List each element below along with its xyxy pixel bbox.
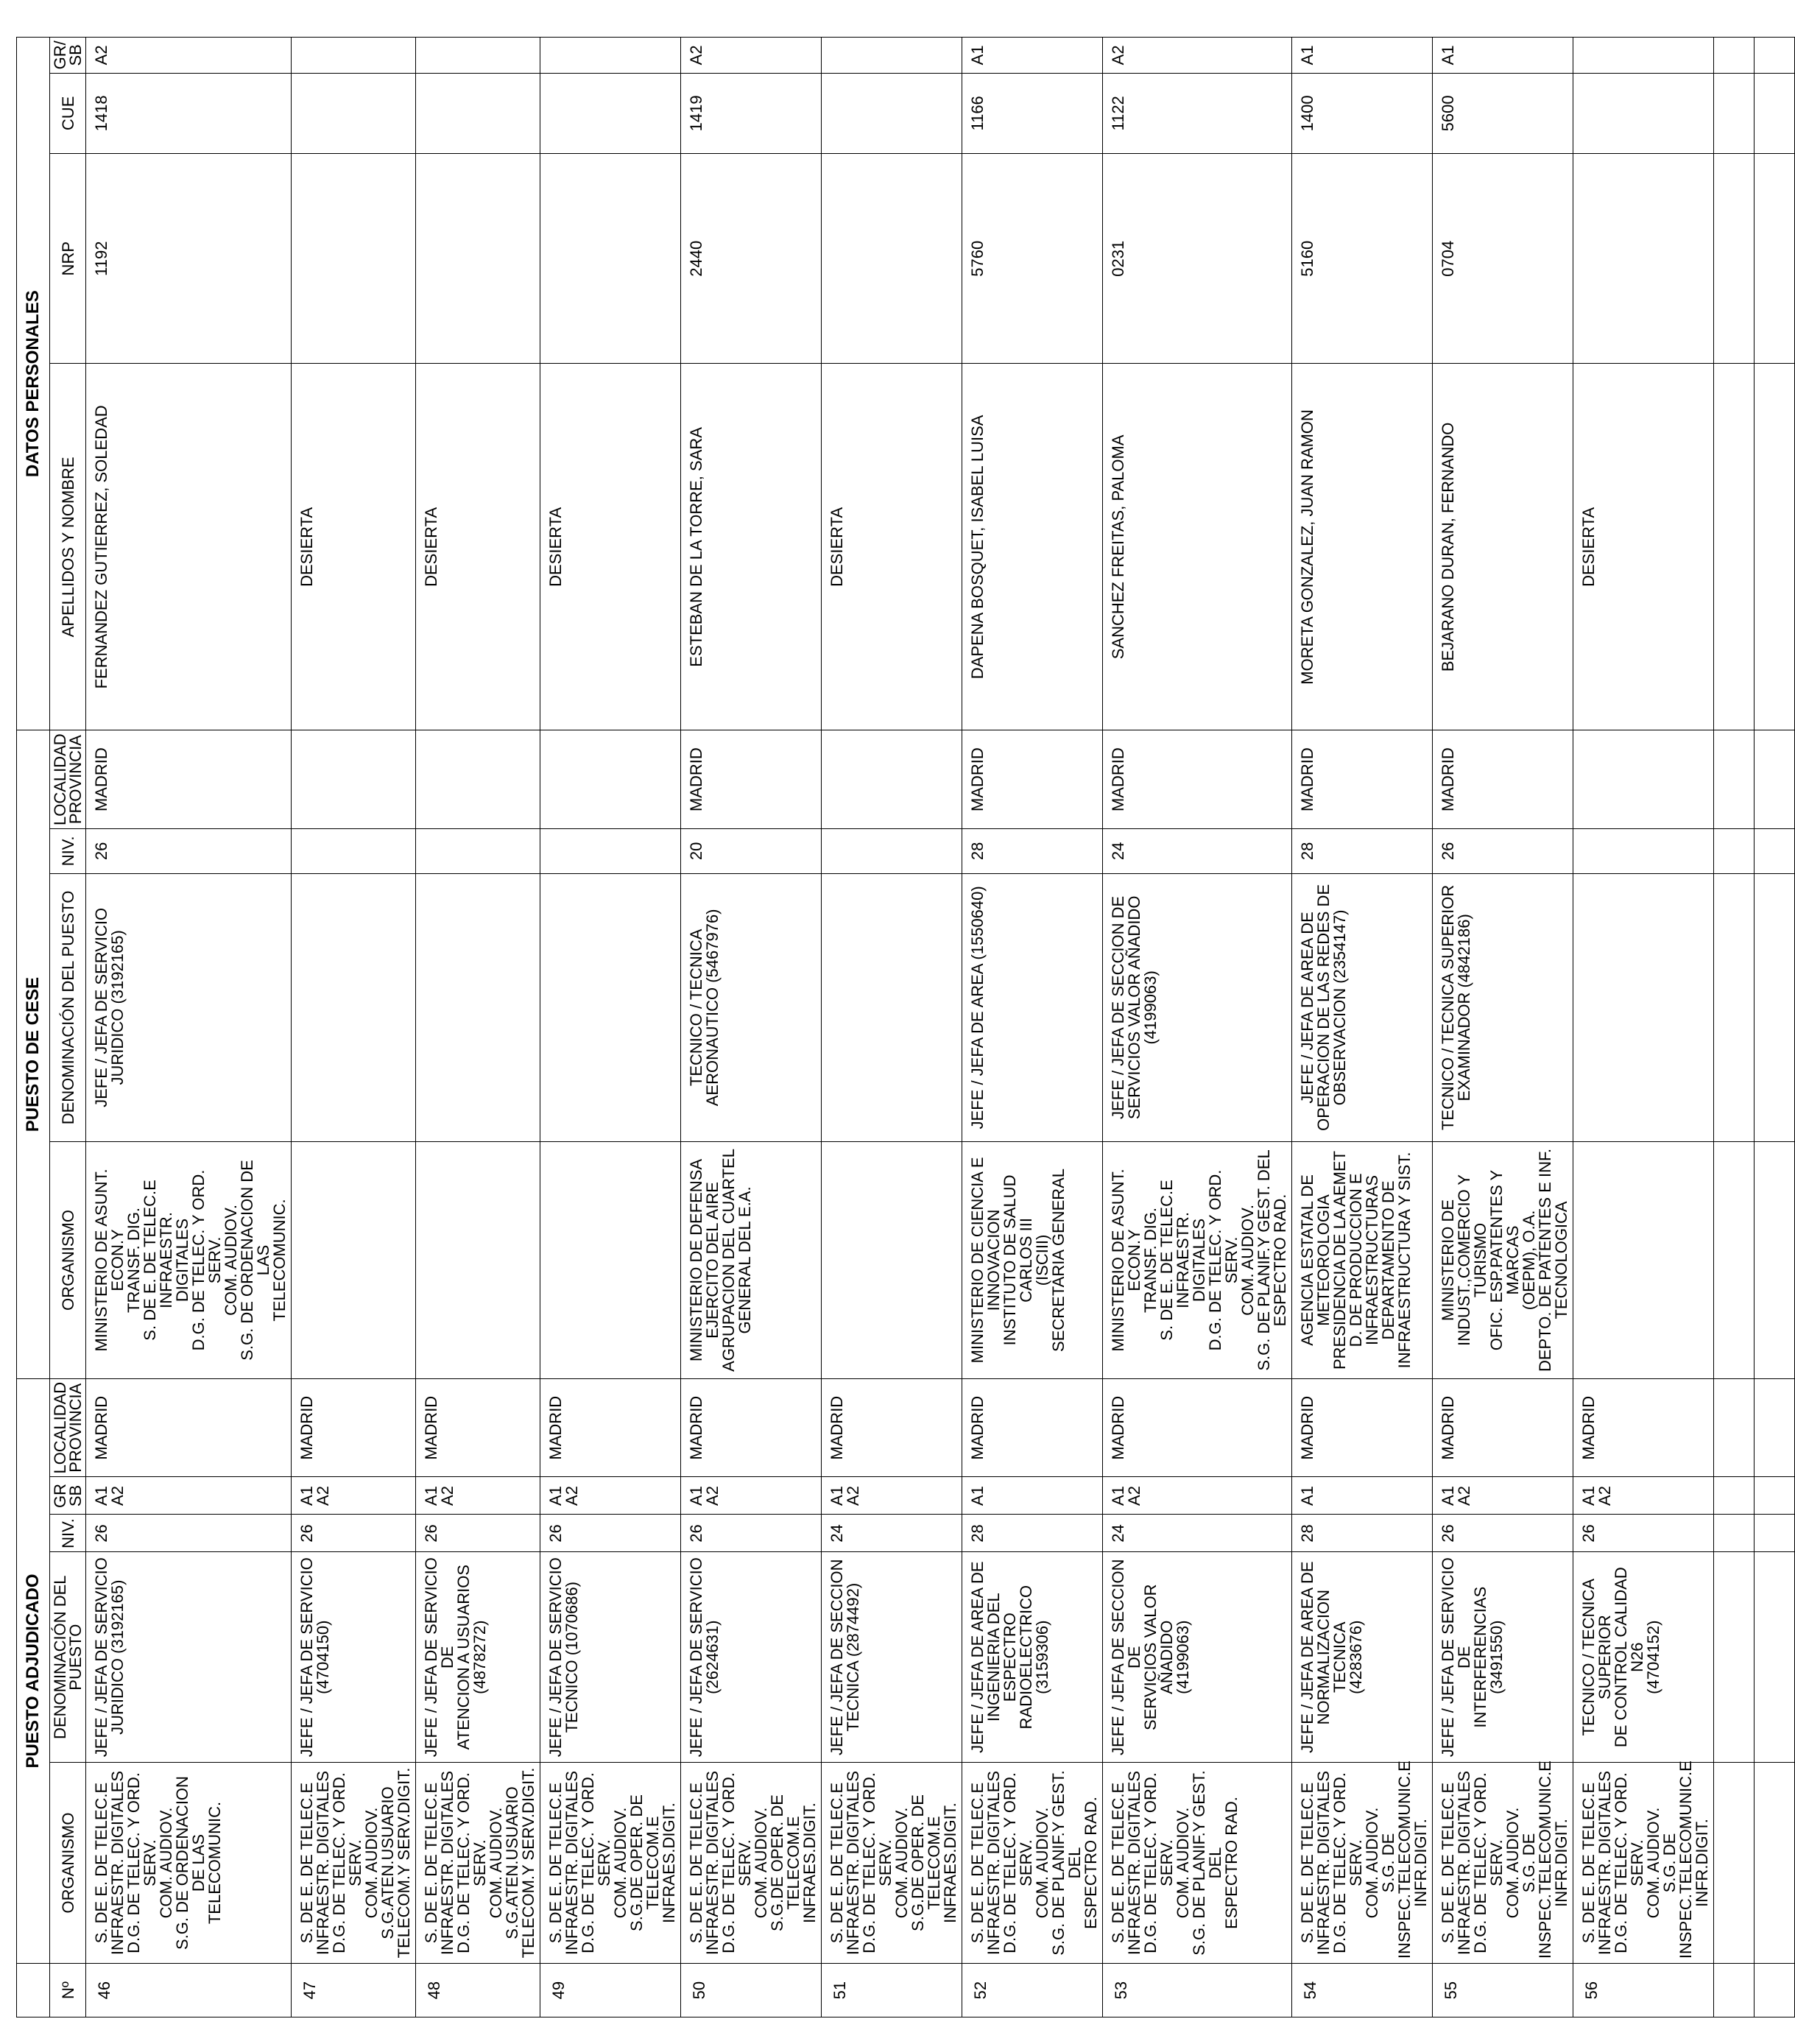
- cese-denominacion: JEFE / JEFA DE AREA (1550640): [962, 873, 1103, 1141]
- apellidos-nombre: MORETA GONZALEZ, JUAN RAMON: [1292, 364, 1433, 730]
- adjudicado-denominacion: JEFE / JEFA DE AREA DE NORMALIZACION TECNICA (4283676): [1292, 1552, 1433, 1762]
- nrp: 5160: [1292, 154, 1433, 364]
- table-row: [86, 38, 292, 2017]
- cese-nivel: 20: [681, 828, 822, 873]
- adjudicado-organismo: S. DE E. DE TELEC.E INFRAESTR. DIGITALES D.G. DE TELEC. Y ORD. SERV. COM. AUDIOV. S.G. DE ORDENACION DE LAS TELECOMUNIC.: [86, 1762, 292, 1963]
- adjudicado-localidad: MADRID: [1103, 1378, 1292, 1477]
- adjudicado-grupo: A1 A2: [822, 1477, 962, 1515]
- table-row: [540, 38, 681, 2017]
- grupo-personal: A1: [962, 38, 1103, 74]
- adjudicado-localidad: MADRID: [822, 1378, 962, 1477]
- column-header-row: [50, 38, 86, 2017]
- row-number: 49: [540, 1964, 681, 2017]
- adjudicado-denominacion: JEFE / JEFA DE SERVICIO DE ATENCION A USUARIOS (4878272): [416, 1552, 540, 1762]
- empty-cell: [1755, 1762, 1795, 1963]
- adjudicado-nivel: 24: [822, 1515, 962, 1552]
- row-number: 56: [1573, 1964, 1714, 2017]
- cese-denominacion: JEFE / JEFA DE AREA DE OPERACION DE LAS REDES DE OBSERVACION (2354147): [1292, 873, 1433, 1141]
- cese-organismo: MINISTERIO DE ASUNT. ECON.Y TRANSF. DIG. S. DE E. DE TELEC.E INFRAESTR. DIGITALES D.G. DE TELEC. Y ORD. SERV. COM. AUDIOV. S.G. DE PLANIF.Y GEST. DEL ESPECTRO RAD.: [1103, 1142, 1292, 1379]
- grupo-personal: [540, 38, 681, 74]
- col-header-niv: NIV.: [50, 1515, 86, 1552]
- empty-row: [1755, 38, 1795, 2017]
- empty-cell: [1755, 828, 1795, 873]
- nrp: 2440: [681, 154, 822, 364]
- empty-cell: [1755, 1515, 1795, 1552]
- cese-denominacion: [416, 873, 540, 1141]
- cese-organismo: MINISTERIO DE CIENCIA E INNOVACION INSTITUTO DE SALUD CARLOS III (ISCIII) SECRETARIA GENERAL: [962, 1142, 1103, 1379]
- cese-localidad: MADRID: [962, 730, 1103, 829]
- cese-localidad: MADRID: [86, 730, 292, 829]
- grupo-personal: A2: [1103, 38, 1292, 74]
- empty-cell: [1714, 828, 1755, 873]
- adjudicado-nivel: 26: [1573, 1515, 1714, 1552]
- cese-organismo: AGENCIA ESTATAL DE METEOROLOGIA PRESIDENCIA DE LA AEMET D. DE PRODUCCION E INFRAESTRUCTURAS DEPARTAMENTO DE INFRAESTRUCTURA Y SIST.: [1292, 1142, 1433, 1379]
- adjudicado-organismo: S. DE E. DE TELEC.E INFRAESTR. DIGITALES D.G. DE TELEC. Y ORD. SERV. COM. AUDIOV. S.G.ATEN.USUARIO TELECOM.Y SERV.DIGIT.: [416, 1762, 540, 1963]
- nrp: [822, 154, 962, 364]
- cese-denominacion: [822, 873, 962, 1141]
- group-header-row: [17, 38, 50, 2017]
- cese-organismo: [540, 1142, 681, 1379]
- cese-organismo: [292, 1142, 416, 1379]
- group-header-cese: PUESTO DE CESE: [17, 730, 50, 1379]
- row-number: 47: [292, 1964, 416, 2017]
- grupo-personal: A2: [681, 38, 822, 74]
- cese-localidad: MADRID: [1292, 730, 1433, 829]
- group-header-adjudicado: PUESTO ADJUDICADO: [17, 1378, 50, 1963]
- cese-localidad: [416, 730, 540, 829]
- adjudicado-grupo: A1 A2: [1573, 1477, 1714, 1515]
- cue: 1122: [1103, 73, 1292, 153]
- adjudicado-denominacion: JEFE / JEFA DE SERVICIO JURIDICO (3192165): [86, 1552, 292, 1762]
- adjudicado-localidad: MADRID: [1573, 1378, 1714, 1477]
- table-row: [1573, 38, 1714, 2017]
- adjudicado-grupo: A1 A2: [540, 1477, 681, 1515]
- empty-cell: [1755, 1142, 1795, 1379]
- adjudicado-localidad: MADRID: [1433, 1378, 1573, 1477]
- col-header-apellidos: APELLIDOS Y NOMBRE: [50, 364, 86, 730]
- empty-corner: [17, 1964, 50, 2017]
- cese-nivel: [1573, 828, 1714, 873]
- empty-cell: [1714, 38, 1755, 74]
- cese-nivel: 28: [962, 828, 1103, 873]
- row-number: 46: [86, 1964, 292, 2017]
- cese-organismo: [416, 1142, 540, 1379]
- grupo-personal: [292, 38, 416, 74]
- empty-cell: [1714, 73, 1755, 153]
- adjudicado-localidad: MADRID: [962, 1378, 1103, 1477]
- row-number: 55: [1433, 1964, 1573, 2017]
- cue: 1166: [962, 73, 1103, 153]
- cese-nivel: 24: [1103, 828, 1292, 873]
- nrp: 1192: [86, 154, 292, 364]
- cue: [822, 73, 962, 153]
- col-header-organismo: ORGANISMO: [50, 1762, 86, 1963]
- cese-nivel: [540, 828, 681, 873]
- adjudicado-denominacion: JEFE / JEFA DE SERVICIO (4704150): [292, 1552, 416, 1762]
- adjudicado-grupo: A1: [1292, 1477, 1433, 1515]
- apellidos-nombre: ESTEBAN DE LA TORRE, SARA: [681, 364, 822, 730]
- col-header-cue: CUE: [50, 73, 86, 153]
- empty-cell: [1755, 154, 1795, 364]
- col-header-denominacion: DENOMINACIÓN DEL PUESTO: [50, 1552, 86, 1762]
- empty-cell: [1714, 1552, 1755, 1762]
- adjudication-table: [16, 37, 1795, 2017]
- col-header-localidad: LOCALIDAD PROVINCIA: [50, 1378, 86, 1477]
- empty-cell: [1714, 1477, 1755, 1515]
- cue: [416, 73, 540, 153]
- empty-cell: [1714, 364, 1755, 730]
- adjudicado-grupo: A1 A2: [681, 1477, 822, 1515]
- cese-denominacion: JEFE / JEFA DE SERVICIO JURIDICO (3192165): [86, 873, 292, 1141]
- apellidos-nombre: FERNANDEZ GUTIERREZ, SOLEDAD: [86, 364, 292, 730]
- adjudicado-grupo: A1 A2: [1103, 1477, 1292, 1515]
- col-header-cese-niv: NIV.: [50, 828, 86, 873]
- row-number: 50: [681, 1964, 822, 2017]
- cese-denominacion: [292, 873, 416, 1141]
- apellidos-nombre: DESIERTA: [416, 364, 540, 730]
- table-body: [86, 38, 1795, 2017]
- cese-organismo: [822, 1142, 962, 1379]
- empty-row: [1714, 38, 1755, 2017]
- empty-cell: [1755, 364, 1795, 730]
- nrp: 5760: [962, 154, 1103, 364]
- table-row: [292, 38, 416, 2017]
- cue: 1400: [1292, 73, 1433, 153]
- adjudicado-grupo: A1 A2: [86, 1477, 292, 1515]
- adjudicado-organismo: S. DE E. DE TELEC.E INFRAESTR. DIGITALES D.G. DE TELEC. Y ORD. SERV. COM. AUDIOV. S.G.DE OPER. DE TELECOM.E INFRAES.DIGIT.: [681, 1762, 822, 1963]
- col-header-cese-denominacion: DENOMINACIÓN DEL PUESTO: [50, 873, 86, 1141]
- cue: 1418: [86, 73, 292, 153]
- grupo-personal: A1: [1433, 38, 1573, 74]
- cese-denominacion: JEFE / JEFA DE SECCION DE SERVICIOS VALOR AÑADIDO (4199063): [1103, 873, 1292, 1141]
- table-row: [1103, 38, 1292, 2017]
- adjudicado-organismo: S. DE E. DE TELEC.E INFRAESTR. DIGITALES D.G. DE TELEC. Y ORD. SERV. COM. AUDIOV. S.G. DE PLANIF.Y GEST. DEL ESPECTRO RAD.: [962, 1762, 1103, 1963]
- apellidos-nombre: DAPENA BOSQUET, ISABEL LUISA: [962, 364, 1103, 730]
- adjudicado-denominacion: JEFE / JEFA DE AREA DE INGENIERIA DEL ESPECTRO RADIOELECTRICO (3159306): [962, 1552, 1103, 1762]
- adjudicado-nivel: 26: [681, 1515, 822, 1552]
- cese-localidad: MADRID: [681, 730, 822, 829]
- cue: 5600: [1433, 73, 1573, 153]
- row-number: 48: [416, 1964, 540, 2017]
- empty-cell: [1714, 1142, 1755, 1379]
- table-row: [416, 38, 540, 2017]
- cese-localidad: MADRID: [1103, 730, 1292, 829]
- adjudicado-localidad: MADRID: [416, 1378, 540, 1477]
- table-row: [1292, 38, 1433, 2017]
- adjudicado-nivel: 24: [1103, 1515, 1292, 1552]
- cue: [1573, 73, 1714, 153]
- nrp: 0704: [1433, 154, 1573, 364]
- col-header-gr-sb-personal: GR/ SB: [50, 38, 86, 74]
- apellidos-nombre: DESIERTA: [1573, 364, 1714, 730]
- col-header-nrp: NRP: [50, 154, 86, 364]
- grupo-personal: A1: [1292, 38, 1433, 74]
- cese-organismo: MINISTERIO DE DEFENSA EJERCITO DEL AIRE AGRUPACION DEL CUARTEL GENERAL DEL E.A.: [681, 1142, 822, 1379]
- adjudicado-denominacion: JEFE / JEFA DE SERVICIO (2624631): [681, 1552, 822, 1762]
- nrp: [416, 154, 540, 364]
- grupo-personal: [822, 38, 962, 74]
- cese-denominacion: TECNICO / TECNICA SUPERIOR EXAMINADOR (4842186): [1433, 873, 1573, 1141]
- empty-cell: [1714, 154, 1755, 364]
- empty-cell: [1755, 1552, 1795, 1762]
- cue: [292, 73, 416, 153]
- adjudicado-denominacion: JEFE / JEFA DE SERVICIO DE INTERFERENCIAS (3491550): [1433, 1552, 1573, 1762]
- col-header-cese-localidad: LOCALIDAD PROVINCIA: [50, 730, 86, 829]
- adjudicado-denominacion: JEFE / JEFA DE SECCION DE SERVICIOS VALOR AÑADIDO (4199063): [1103, 1552, 1292, 1762]
- adjudicado-grupo: A1 A2: [1433, 1477, 1573, 1515]
- col-header-cese-organismo: ORGANISMO: [50, 1142, 86, 1379]
- nrp: [292, 154, 416, 364]
- adjudicado-localidad: MADRID: [1292, 1378, 1433, 1477]
- empty-cell: [1755, 730, 1795, 829]
- adjudicado-organismo: S. DE E. DE TELEC.E INFRAESTR. DIGITALES D.G. DE TELEC. Y ORD. SERV. COM. AUDIOV. S.G. DE INSPEC.TELECOMUNIC.E INFR.DIGIT.: [1292, 1762, 1433, 1963]
- grupo-personal: [416, 38, 540, 74]
- nrp: [1573, 154, 1714, 364]
- adjudicado-organismo: S. DE E. DE TELEC.E INFRAESTR. DIGITALES D.G. DE TELEC. Y ORD. SERV. COM. AUDIOV. S.G. DE INSPEC.TELECOMUNIC.E INFR.DIGIT.: [1573, 1762, 1714, 1963]
- adjudicado-nivel: 26: [292, 1515, 416, 1552]
- adjudicado-organismo: S. DE E. DE TELEC.E INFRAESTR. DIGITALES D.G. DE TELEC. Y ORD. SERV. COM. AUDIOV. S.G.DE OPER. DE TELECOM.E INFRAES.DIGIT.: [540, 1762, 681, 1963]
- table-row: [822, 38, 962, 2017]
- cese-localidad: [1573, 730, 1714, 829]
- row-number: 51: [822, 1964, 962, 2017]
- adjudicado-localidad: MADRID: [681, 1378, 822, 1477]
- empty-cell: [1714, 873, 1755, 1141]
- adjudicado-localidad: MADRID: [540, 1378, 681, 1477]
- adjudicado-organismo: S. DE E. DE TELEC.E INFRAESTR. DIGITALES D.G. DE TELEC. Y ORD. SERV. COM. AUDIOV. S.G. DE INSPEC.TELECOMUNIC.E INFR.DIGIT.: [1433, 1762, 1573, 1963]
- cese-organismo: MINISTERIO DE ASUNT. ECON.Y TRANSF. DIG. S. DE E. DE TELEC.E INFRAESTR. DIGITALES D.G. DE TELEC. Y ORD. SERV. COM. AUDIOV. S.G. DE ORDENACION DE LAS TELECOMUNIC.: [86, 1142, 292, 1379]
- empty-cell: [1755, 1964, 1795, 2017]
- cese-nivel: [822, 828, 962, 873]
- adjudicado-nivel: 28: [1292, 1515, 1433, 1552]
- adjudicado-grupo: A1: [962, 1477, 1103, 1515]
- grupo-personal: [1573, 38, 1714, 74]
- cese-localidad: [822, 730, 962, 829]
- cese-nivel: 26: [86, 828, 292, 873]
- adjudicado-grupo: A1 A2: [416, 1477, 540, 1515]
- adjudicado-nivel: 26: [540, 1515, 681, 1552]
- cese-localidad: [292, 730, 416, 829]
- row-number: 52: [962, 1964, 1103, 2017]
- row-number: 53: [1103, 1964, 1292, 2017]
- empty-cell: [1755, 38, 1795, 74]
- adjudicado-nivel: 28: [962, 1515, 1103, 1552]
- apellidos-nombre: SANCHEZ FREITAS, PALOMA: [1103, 364, 1292, 730]
- adjudicado-nivel: 26: [416, 1515, 540, 1552]
- table-row: [962, 38, 1103, 2017]
- col-header-gr-sb: GR SB: [50, 1477, 86, 1515]
- empty-cell: [1714, 1378, 1755, 1477]
- row-number: 54: [1292, 1964, 1433, 2017]
- cese-organismo: MINISTERIO DE INDUST.,COMERCIO Y TURISMO OFIC. ESP.PATENTES Y MARCAS (OEPM), O.A. DEPTO. DE PATENTES E INF. TECNOLOGICA: [1433, 1142, 1573, 1379]
- adjudicado-nivel: 26: [86, 1515, 292, 1552]
- cese-denominacion: TECNICO / TECNICA AERONAUTICO (5467976): [681, 873, 822, 1141]
- cese-localidad: MADRID: [1433, 730, 1573, 829]
- cese-nivel: 26: [1433, 828, 1573, 873]
- adjudicado-localidad: MADRID: [86, 1378, 292, 1477]
- empty-cell: [1714, 1762, 1755, 1963]
- cese-nivel: 28: [1292, 828, 1433, 873]
- table-row: [1433, 38, 1573, 2017]
- empty-cell: [1755, 73, 1795, 153]
- nrp: [540, 154, 681, 364]
- table-row: [681, 38, 822, 2017]
- rotated-table-sheet: [16, 37, 1711, 2017]
- adjudicado-grupo: A1 A2: [292, 1477, 416, 1515]
- adjudicado-denominacion: JEFE / JEFA DE SERVICIO TECNICO (1070686): [540, 1552, 681, 1762]
- empty-cell: [1714, 730, 1755, 829]
- nrp: 0231: [1103, 154, 1292, 364]
- cese-nivel: [292, 828, 416, 873]
- apellidos-nombre: DESIERTA: [540, 364, 681, 730]
- cese-organismo: [1573, 1142, 1714, 1379]
- group-header-personales: DATOS PERSONALES: [17, 38, 50, 730]
- cese-denominacion: [1573, 873, 1714, 1141]
- empty-cell: [1755, 873, 1795, 1141]
- adjudicado-organismo: S. DE E. DE TELEC.E INFRAESTR. DIGITALES D.G. DE TELEC. Y ORD. SERV. COM. AUDIOV. S.G. DE PLANIF.Y GEST. DEL ESPECTRO RAD.: [1103, 1762, 1292, 1963]
- apellidos-nombre: DESIERTA: [292, 364, 416, 730]
- cese-nivel: [416, 828, 540, 873]
- adjudicado-nivel: 26: [1433, 1515, 1573, 1552]
- adjudicado-denominacion: TECNICO / TECNICA SUPERIOR DE CONTROL CALIDAD N26 (4704152): [1573, 1552, 1714, 1762]
- adjudicado-organismo: S. DE E. DE TELEC.E INFRAESTR. DIGITALES D.G. DE TELEC. Y ORD. SERV. COM. AUDIOV. S.G.DE OPER. DE TELECOM.E INFRAES.DIGIT.: [822, 1762, 962, 1963]
- adjudicado-localidad: MADRID: [292, 1378, 416, 1477]
- apellidos-nombre: DESIERTA: [822, 364, 962, 730]
- col-header-num: Nº: [50, 1964, 86, 2017]
- adjudicado-organismo: S. DE E. DE TELEC.E INFRAESTR. DIGITALES D.G. DE TELEC. Y ORD. SERV. COM. AUDIOV. S.G.ATEN.USUARIO TELECOM.Y SERV.DIGIT.: [292, 1762, 416, 1963]
- cese-localidad: [540, 730, 681, 829]
- cue: [540, 73, 681, 153]
- empty-cell: [1714, 1964, 1755, 2017]
- cue: 1419: [681, 73, 822, 153]
- apellidos-nombre: BEJARANO DURAN, FERNANDO: [1433, 364, 1573, 730]
- cese-denominacion: [540, 873, 681, 1141]
- grupo-personal: A2: [86, 38, 292, 74]
- empty-cell: [1755, 1378, 1795, 1477]
- adjudicado-denominacion: JEFE / JEFA DE SECCION TECNICA (2874492): [822, 1552, 962, 1762]
- empty-cell: [1714, 1515, 1755, 1552]
- empty-cell: [1755, 1477, 1795, 1515]
